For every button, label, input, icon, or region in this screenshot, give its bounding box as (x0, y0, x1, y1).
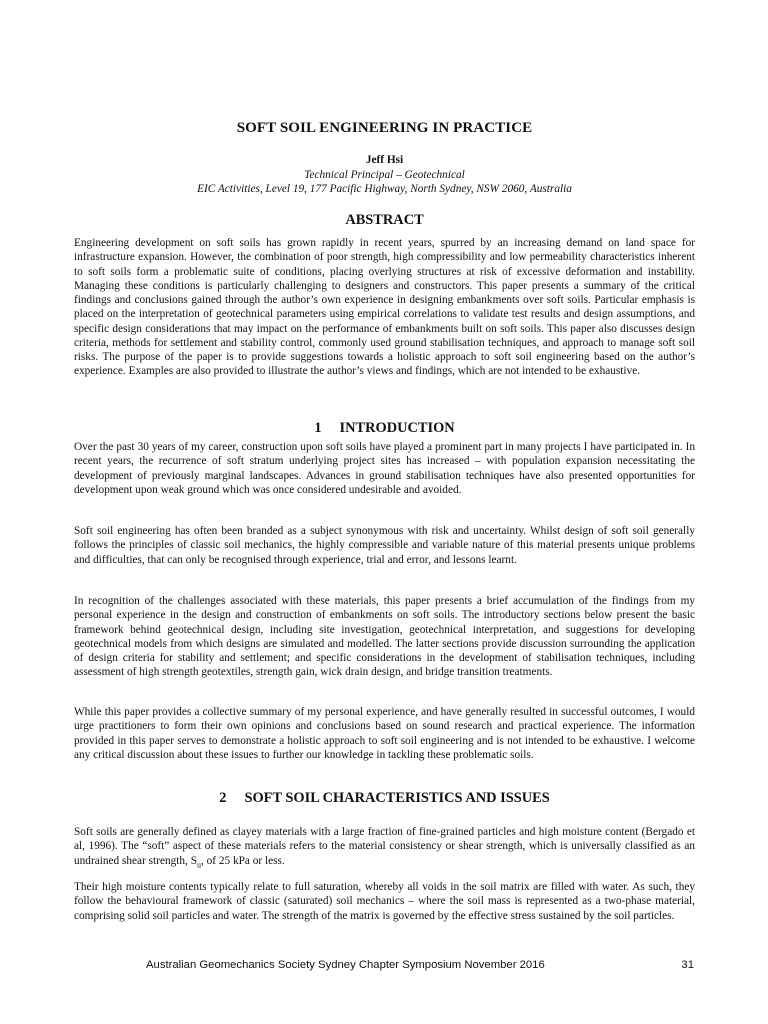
abstract-text: Engineering development on soft soils has grown rapidly in recent years, spurred by an increasing demand on land space for infrastructure expansion. However, the combination of poor strength, high compressibility and low permeability characteristics inherent to soft soils form a problematic suite of conditions, placing overlying structures at risk of excessive deformation and instability. Managing these conditions is particularly challenging to designers and constructors. This paper presents a summary of the critical findings and conclusions gained through the author’s own experience in designing embankments over soft soils. Particular emphasis is placed on the interpretation of geotechnical parameters using empirical correlations to validate test results and design assumptions, and specific design considerations that may impact on the performance of embankments built on soft soils. This paper also discusses design criteria, methods for settlement and stability control, commonly used ground stabilisation techniques, and approach to manage soft soil risks. The purpose of the paper is to provide suggestions towards a holistic approach to soft soil engineering based on the author’s experience. Examples are also provided to illustrate the author’s views and findings, which are not intended to be exhaustive. (74, 237, 695, 378)
section-1-number: 1 (314, 420, 322, 436)
section-2-paragraph: Their high moisture contents typically relate to full saturation, whereby all voids in the soil matrix are filled with water. As such, they follow the behavioural framework of classic (saturated) soil mechanics – where the soil mass is represented as a two-phase material, comprising solid soil particles and water. The strength of the matrix is governed by the effective stress sustained by the soil particles. (74, 881, 695, 922)
abstract-heading: ABSTRACT (345, 212, 424, 228)
section-2-paragraph-text: Soft soils are generally defined as clayey materials with a large fraction of fine-grained particles and high moisture content (Bergado et al, 1996). The “soft” aspect of these materials refers to the material consistency or shear strength, which is universally classified as an undrained shear strength, S (74, 826, 695, 867)
intro-paragraph: While this paper provides a collective summary of my personal experience, and have generally resulted in successful outcomes, I would urge practitioners to form their own opinions and conclusions based on sound research and practical experience. The information provided in this paper serves to demonstrate a holistic approach to soft soil engineering and is not intended to be exhaustive. I welcome any critical discussion about these issues to further our knowledge in tackling these problematic soils. (74, 706, 695, 761)
intro-paragraph: Over the past 30 years of my career, construction upon soft soils have played a prominent part in many projects I have participated in. In recent years, the recurrence of soft stratum underlying project sites has increased – with population expansion necessitating the development of previously marginal landscapes. Advances in ground stabilisation techniques have also presented opportunities for development upon weak ground which was once considered undesirable and avoided. (74, 441, 695, 496)
section-2-number: 2 (219, 790, 227, 806)
footer-text: Australian Geomechanics Society Sydney Chapter Symposium November 2016 (146, 959, 545, 971)
section-1-title: INTRODUCTION (339, 420, 455, 436)
author-role: Technical Principal – Geotechnical (304, 168, 465, 181)
author-block (74, 153, 695, 197)
subscript-u: u (196, 859, 201, 869)
author-affiliation: EIC Activities, Level 19, 177 Pacific Highway, North Sydney, NSW 2060, Australia (197, 183, 572, 196)
intro-paragraph: Soft soil engineering has often been branded as a subject synonymous with risk and uncertainty. Whilst design of soft soil generally follows the principles of classic soil mechanics, the highly compressible and variable nature of this material presents unique problems and difficulties, that can only be recognised through experience, trial and error, and lessons learnt. (74, 525, 695, 566)
author-name: Jeff Hsi (365, 154, 404, 166)
section-2-title: SOFT SOIL CHARACTERISTICS AND ISSUES (244, 790, 550, 806)
section-2-heading (74, 790, 695, 807)
section-2-paragraph (74, 825, 695, 872)
intro-paragraph: In recognition of the challenges associated with these materials, this paper presents a brief accumulation of the findings from my personal experience in the design and construction of embankments on soft soils. The introductory sections below present the basic framework behind geotechnical design, including site investigation, geotechnical interpretation, and suggestions for developing geotechnical models from which designs are simulated and modelled. The latter sections provide discussion surrounding the application of design criteria for stability and settlement; and specific considerations in the development of stabilisation techniques, including assessment of high strength geotextiles, strength gain, wick drain design, and bridge transition treatments. (74, 595, 695, 679)
section-2-paragraph-text: , of 25 kPa or less. (200, 854, 285, 867)
paper-title: SOFT SOIL ENGINEERING IN PRACTICE (236, 120, 533, 136)
section-1-heading (74, 420, 695, 437)
page-number: 31 (681, 959, 694, 971)
page-footer (146, 959, 694, 971)
